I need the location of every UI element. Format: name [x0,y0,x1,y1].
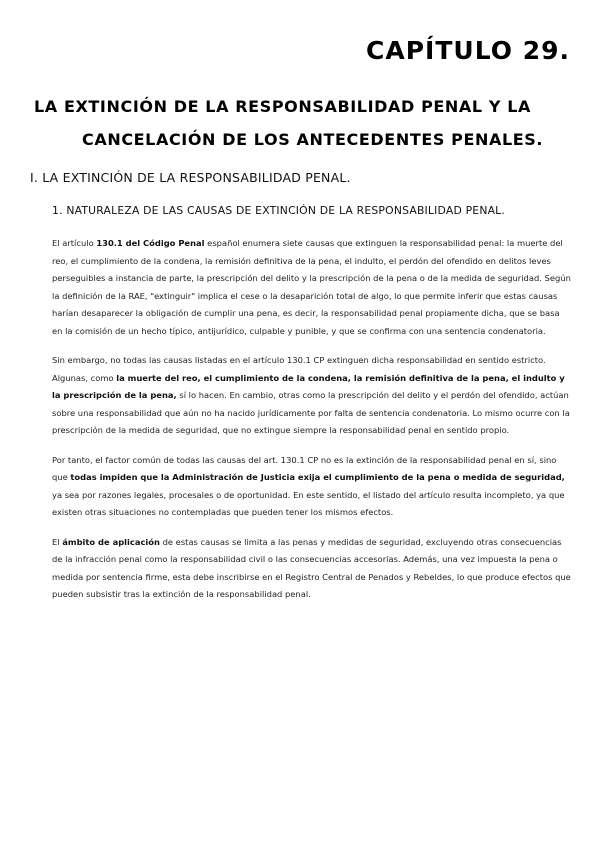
paragraph-2 [52,352,572,440]
paragraph-text: español enumera siete causas que extinguen la responsabilidad penal: la muerte del reo, el cumplimiento de la condena, la remisión definitiva de la pena, el indulto, el perdón del ofendido en delitos leves perseguibles a instancia de parte, la prescripción del delito y la prescripción de la pena o de la medida de seguridad. Según la definición de la RAE, "extinguir" implica el cese o la desaparición total de algo, lo que permite inferir que estas causas harían desaparecer la obligación de cumplir una pena, es decir, la responsabilidad penal propiamente dicha, que se basa en la comisión de un hecho típico, antijurídico, culpable y punible, y que se confirma con una sentencia condenatoria. [52,238,571,336]
paragraph-text: Por tanto, el factor común de todas las causas del art. 130.1 CP no es la extinción de la responsabilidad penal en sí, sino que [52,454,557,482]
body-text [52,235,572,616]
paragraph-3 [52,452,572,522]
paragraph-emphasis: 130.1 del Código Penal [96,238,205,248]
paragraph-4 [52,534,572,604]
paragraph-text: ya sea por razones legales, procesales o de oportunidad. En este sentido, el listado del artículo resulta incompleto, ya que existen otras situaciones no contempladas que pueden tener los mismos efectos. [52,489,565,517]
paragraph-text: El artículo [52,238,97,248]
chapter-subtitle [34,90,574,156]
paragraph-emphasis: la muerte del reo, el cumplimiento de la condena, la remisión definitiva de la pena, el indulto y la prescripción de la pena, [52,372,565,400]
paragraph-text: sí lo hacen. En cambio, otras como la prescripción del delito y el perdón del ofendido, actúan sobre una responsabilidad que aún no ha nacido jurídicamente por falta de sentencia condenatoria. Lo mismo ocurre con la prescripción de la medida de seguridad, que no extingue siempre la responsabilidad penal en sentido propio. [52,390,570,435]
paragraph-text: Sin embargo, no todas las causas listadas en el artículo 130.1 CP extinguen dicha responsabilidad en sentido estricto. Algunas, como [52,355,546,383]
paragraph-emphasis: todas impiden que la Administración de Justicia exija el cumplimiento de la pena o medida de seguridad, [70,472,565,482]
paragraph-text: El [52,536,63,547]
paragraph-1 [52,235,572,340]
subsection-heading: 1. NATURALEZA DE LAS CAUSAS DE EXTINCIÓN DE LA RESPONSABILIDAD PENAL. [52,204,506,217]
paragraph-emphasis: ámbito de aplicación [62,536,160,547]
chapter-subtitle-line-1: LA EXTINCIÓN DE LA RESPONSABILIDAD PENAL Y LA [34,97,531,116]
chapter-title: CAPÍTULO 29. [366,36,570,65]
paragraph-text: de estas causas se limita a las penas y medidas de seguridad, excluyendo otras consecuencias de la infracción penal como la responsabilidad civil o las consecuencias accesorias. Además, una vez impuesta la pena o medida por sentencia firme, esta debe inscribirse en el Registro Central de Penados y Rebeldes, lo que produce efectos que pueden subsistir tras la extinción de la responsabilidad penal. [52,536,571,599]
chapter-subtitle-line-2: CANCELACIÓN DE LOS ANTECEDENTES PENALES. [82,130,544,149]
section-heading: I. LA EXTINCIÓN DE LA RESPONSABILIDAD PENAL. [30,170,351,185]
